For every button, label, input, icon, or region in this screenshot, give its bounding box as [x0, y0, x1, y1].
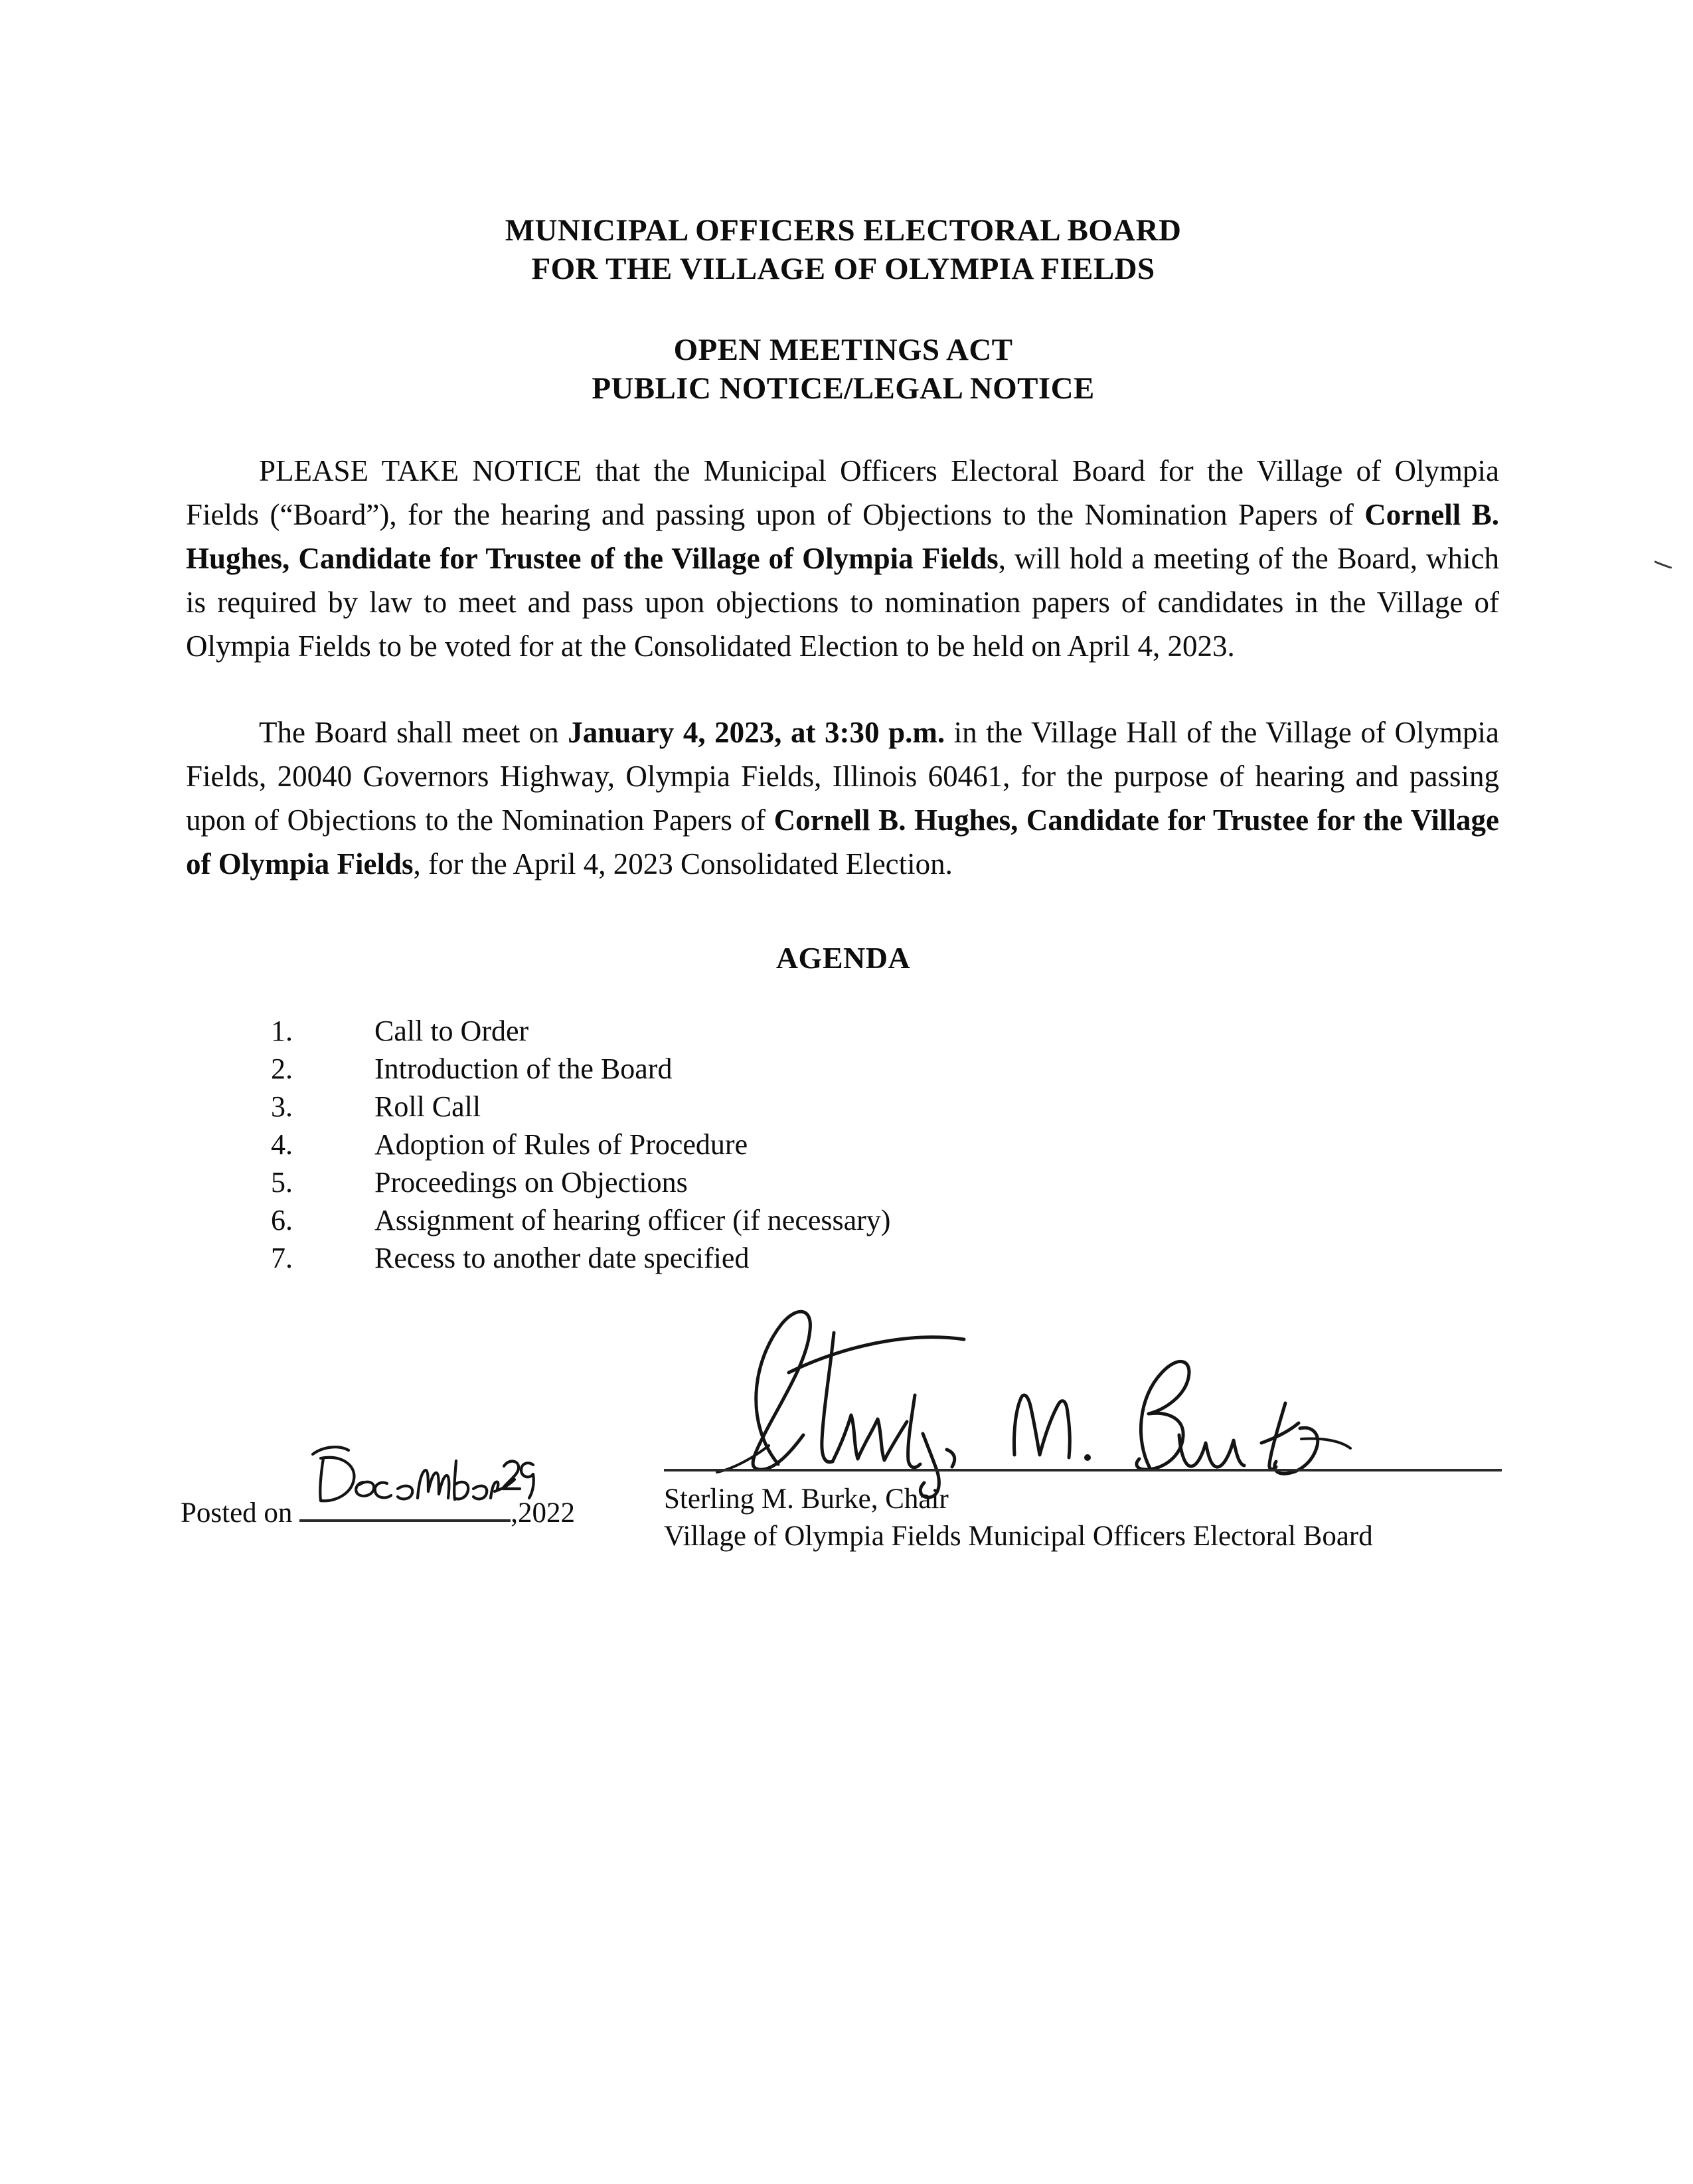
agenda-item-label: Call to Order — [374, 1015, 529, 1047]
agenda-list — [271, 1012, 1200, 1277]
agenda-item-number: 2. — [271, 1052, 293, 1085]
agenda-item — [271, 1126, 1200, 1163]
posted-on-label: Posted on — [181, 1497, 293, 1529]
signature-ink-icon — [704, 1298, 1374, 1474]
agenda-item-number: 6. — [271, 1204, 293, 1236]
agenda-item-number: 5. — [271, 1166, 293, 1199]
agenda-item-label: Adoption of Rules of Procedure — [374, 1128, 748, 1161]
signature-line — [664, 1469, 1502, 1471]
agenda-item — [271, 1050, 1200, 1088]
agenda-item-label: Assignment of hearing officer (if necessary) — [374, 1204, 891, 1236]
title-line-2: FOR THE VILLAGE OF OLYMPIA FIELDS — [531, 252, 1155, 286]
agenda-item-number: 4. — [271, 1128, 293, 1161]
agenda-item-number: 1. — [271, 1015, 293, 1047]
scan-artifact-mark — [1654, 560, 1672, 568]
posted-date-blank — [299, 1487, 511, 1522]
subtitle-line-1: OPEN MEETINGS ACT — [673, 333, 1013, 367]
agenda-item — [271, 1088, 1200, 1126]
signer-organization: Village of Olympia Fields Municipal Officers Electoral Board — [664, 1521, 1373, 1552]
agenda-item-label: Proceedings on Objections — [374, 1166, 688, 1199]
signer-name-title: Sterling M. Burke, Chair — [664, 1483, 949, 1515]
agenda-item-label: Recess to another date specified — [374, 1242, 750, 1274]
paragraph-1-part-1: PLEASE TAKE NOTICE that the Municipal Officers Electoral Board for the Village of Olympia Fields (“Board”), for the hearing and passing upon of Objections to the Nomination Papers of — [186, 454, 1499, 531]
agenda-heading: AGENDA — [775, 941, 911, 975]
paragraph-2-part-3: , for the April 4, 2023 Consolidated Election. — [413, 847, 953, 881]
paragraph-1-bold-candidate: Cornell B. Hughes, Candidate for Trustee of the Village of Olympia Fields — [186, 498, 1499, 575]
agenda-item-number: 3. — [271, 1090, 293, 1123]
agenda-item — [271, 1239, 1200, 1277]
notice-paragraph-2 — [186, 711, 1499, 886]
agenda-item — [271, 1201, 1200, 1239]
paragraph-2-part-1: The Board shall meet on — [259, 716, 568, 749]
paragraph-1-text — [186, 449, 1499, 668]
paragraph-2-bold-candidate: Cornell B. Hughes, Candidate for Trustee for the Village of Olympia Fields — [186, 803, 1499, 881]
paragraph-2-bold-datetime: January 4, 2023, at 3:30 p.m. — [568, 716, 945, 749]
agenda-item-label: Introduction of the Board — [374, 1052, 673, 1085]
agenda-item — [271, 1163, 1200, 1201]
posted-on-line — [181, 1487, 575, 1532]
agenda-item-number: 7. — [271, 1242, 293, 1274]
handwritten-signature — [664, 1298, 1502, 1474]
stray-pen-mark-icon — [1654, 560, 1672, 568]
agenda-item-label: Roll Call — [374, 1090, 481, 1123]
agenda-item — [271, 1012, 1200, 1050]
posted-year: ,2022 — [511, 1497, 575, 1529]
subtitle-line-2: PUBLIC NOTICE/LEGAL NOTICE — [592, 371, 1095, 406]
paragraph-2-text — [186, 711, 1499, 886]
handwritten-date-ink-icon — [301, 1441, 511, 1521]
document-subtitle — [186, 331, 1500, 408]
signature-caption — [664, 1481, 1502, 1555]
signature-block — [664, 1298, 1502, 1555]
notice-paragraph-1 — [186, 449, 1499, 668]
handwritten-date — [301, 1441, 511, 1521]
paragraph-2-part-2: in the Village Hall of the Village of Olympia Fields, 20040 Governors Highway, Olympia Fields, Illinois 60461, for the purpose of hearing and passing upon of Objections to the Nomination Papers of — [186, 716, 1499, 837]
title-line-1: MUNICIPAL OFFICERS ELECTORAL BOARD — [505, 213, 1182, 248]
document-title — [186, 211, 1500, 288]
paragraph-1-part-2: , will hold a meeting of the Board, which is required by law to meet and pass upon objections to nomination papers of candidates in the Village of Olympia Fields to be voted for at the Consolidated Election to be held on April 4, 2023. — [186, 542, 1499, 663]
